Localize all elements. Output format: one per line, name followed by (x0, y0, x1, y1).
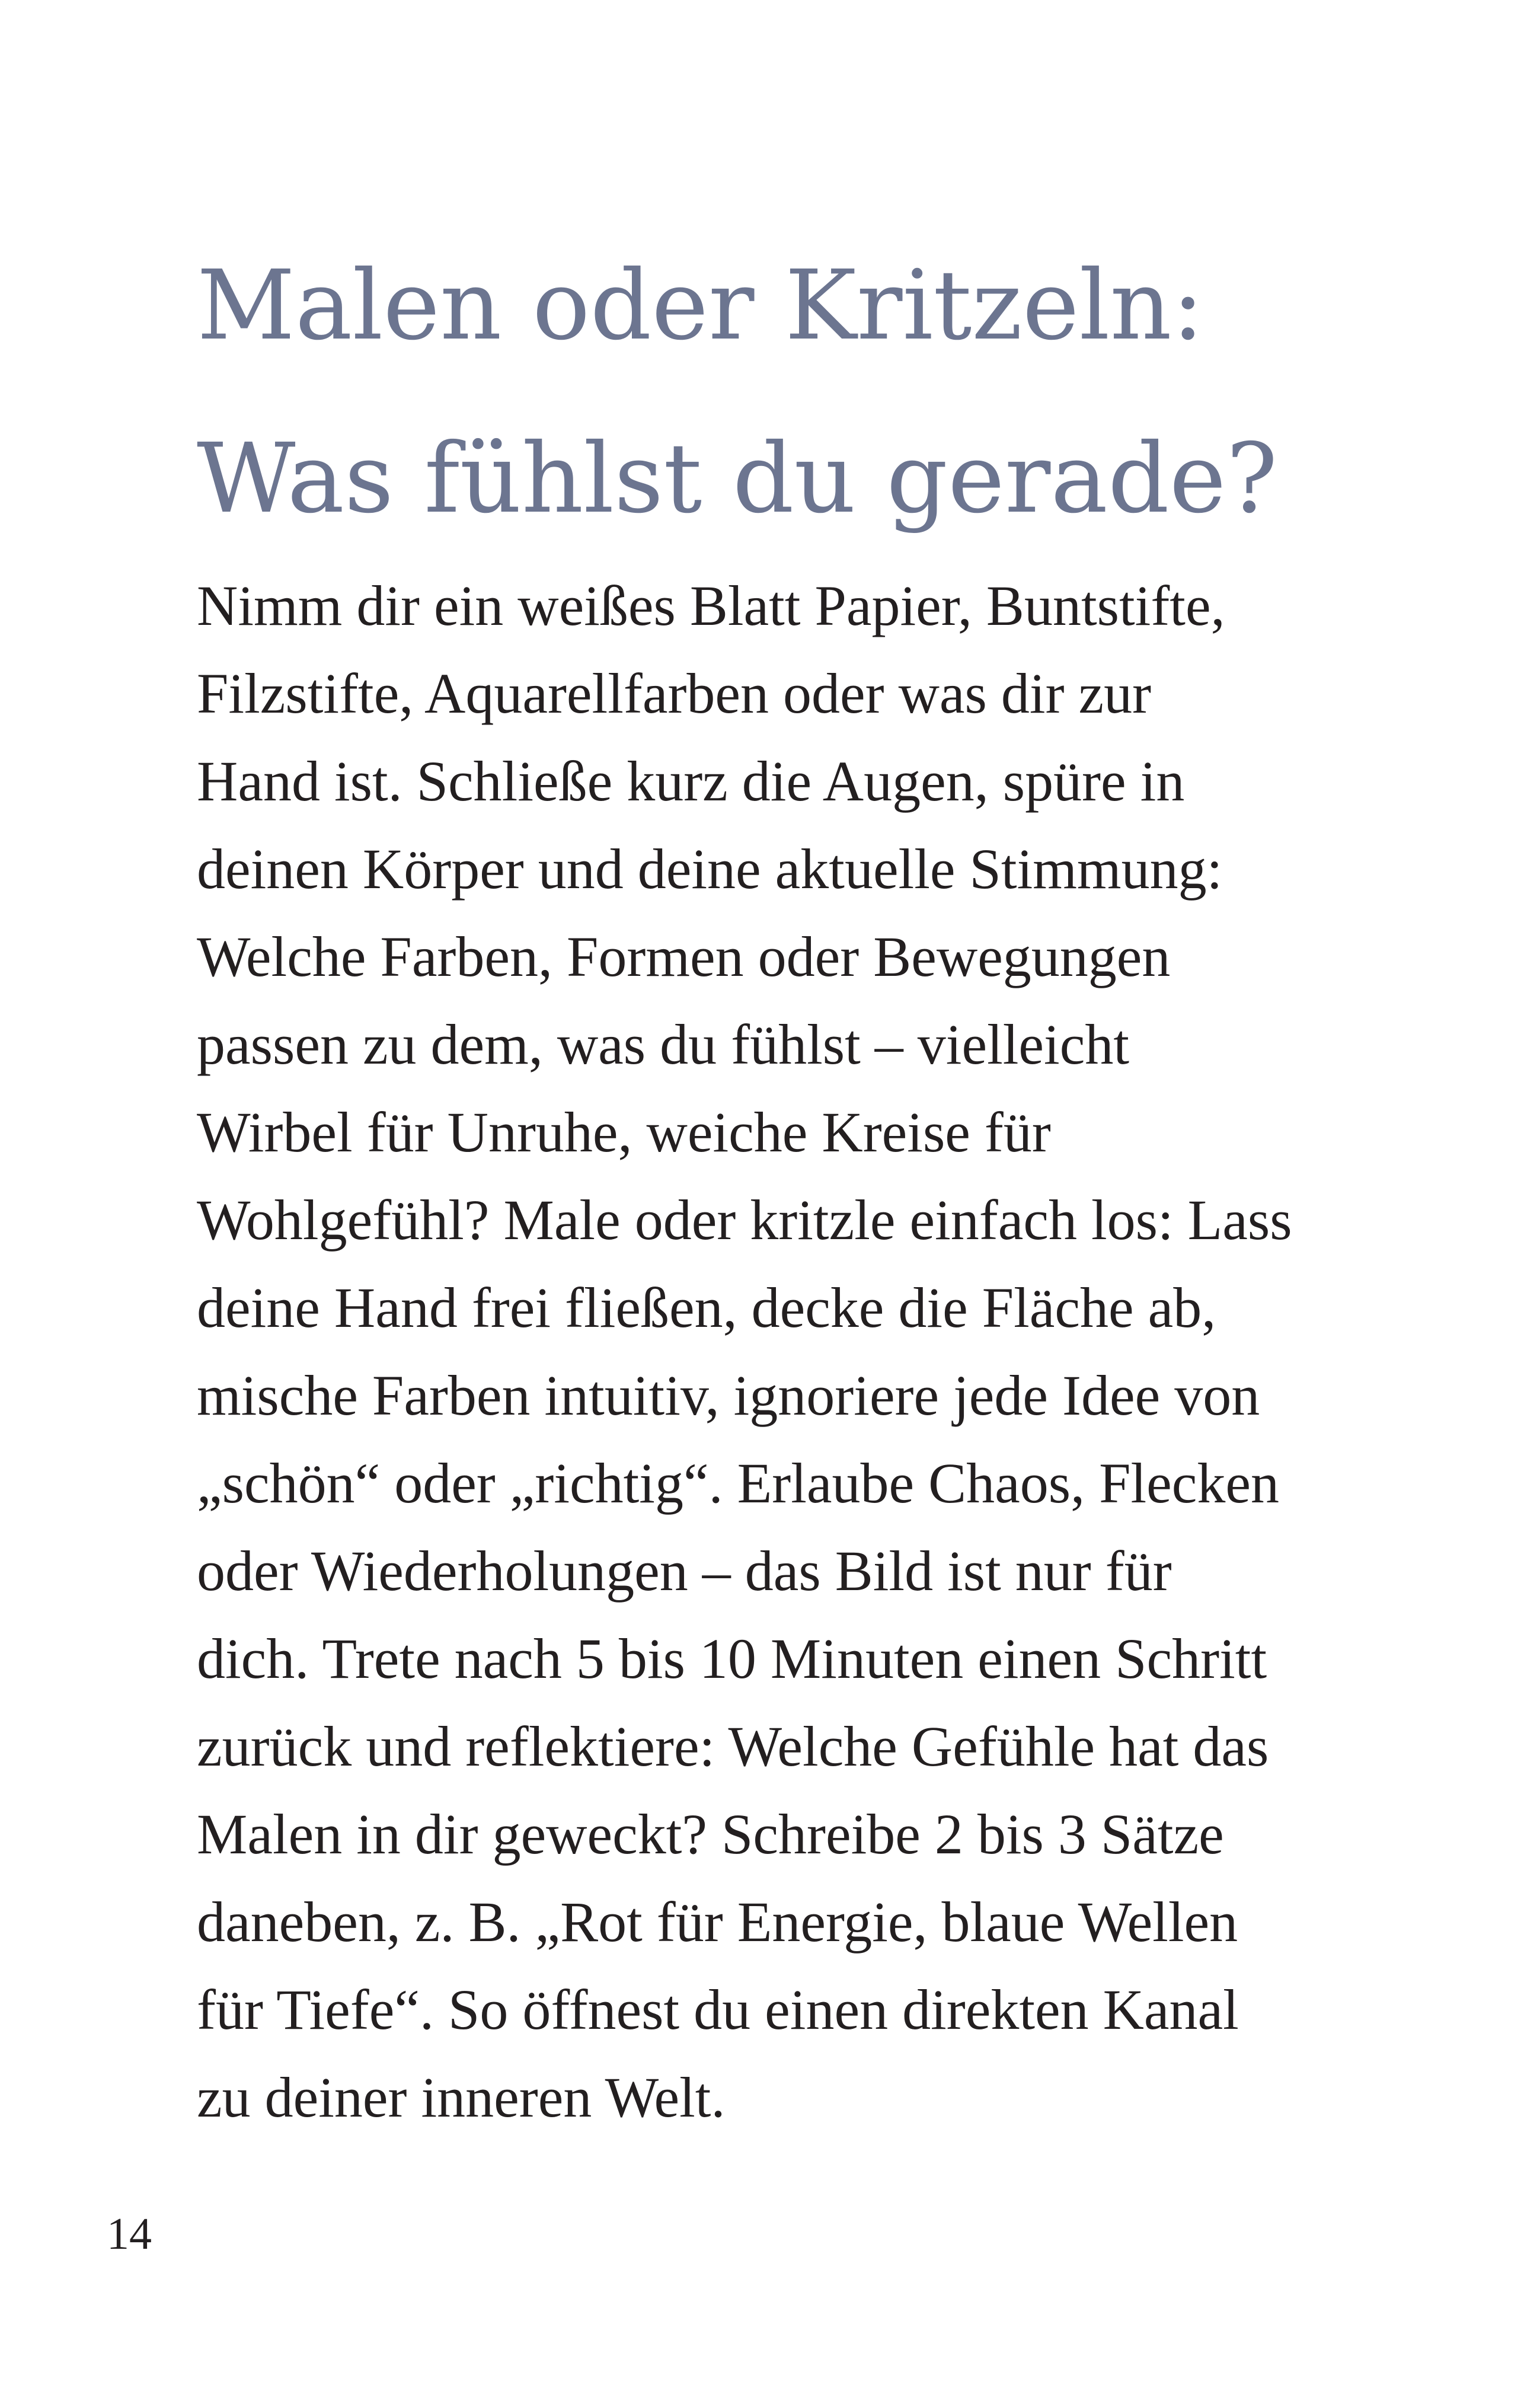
body-line-16: daneben, z. B. „Rot für Energie, blaue Wellen (197, 1890, 1238, 1954)
body-line-13: dich. Trete nach 5 bis 10 Minuten einen Schritt (197, 1627, 1267, 1690)
body-paragraph (197, 562, 1292, 2141)
heading-line-2: Was fühlst du gerade? (197, 423, 1278, 535)
body-line-1: Nimm dir ein weißes Blatt Papier, Buntstifte, (197, 574, 1225, 637)
body-line-6: passen zu dem, was du fühlst – vielleicht (197, 1013, 1129, 1076)
body-line-4: deinen Körper und deine aktuelle Stimmung: (197, 837, 1223, 901)
body-line-11: „schön“ oder „richtig“. Erlaube Chaos, Flecken (197, 1451, 1279, 1515)
body-line-17: für Tiefe“. So öffnest du einen direkten Kanal (197, 1978, 1239, 2041)
body-line-15: Malen in dir geweckt? Schreibe 2 bis 3 Sätze (197, 1802, 1224, 1866)
body-line-9: deine Hand frei fließen, decke die Fläche ab, (197, 1276, 1216, 1339)
body-line-8: Wohlgefühl? Male oder kritzle einfach los: Lass (197, 1188, 1292, 1252)
chapter-heading (197, 219, 1277, 566)
heading-line-1: Malen oder Kritzeln: (197, 250, 1204, 362)
body-line-7: Wirbel für Unruhe, weiche Kreise für (197, 1100, 1051, 1164)
body-line-3: Hand ist. Schließe kurz die Augen, spüre in (197, 749, 1185, 813)
body-line-18: zu deiner inneren Welt. (197, 2066, 726, 2129)
page-number: 14 (107, 2209, 152, 2259)
body-line-14: zurück und reflektiere: Welche Gefühle hat das (197, 1715, 1269, 1778)
body-line-2: Filzstifte, Aquarellfarben oder was dir zur (197, 662, 1152, 725)
body-line-5: Welche Farben, Formen oder Bewegungen (197, 925, 1171, 988)
body-line-10: mische Farben intuitiv, ignoriere jede Idee von (197, 1364, 1260, 1427)
body-line-12: oder Wiederholungen – das Bild ist nur für (197, 1539, 1172, 1603)
